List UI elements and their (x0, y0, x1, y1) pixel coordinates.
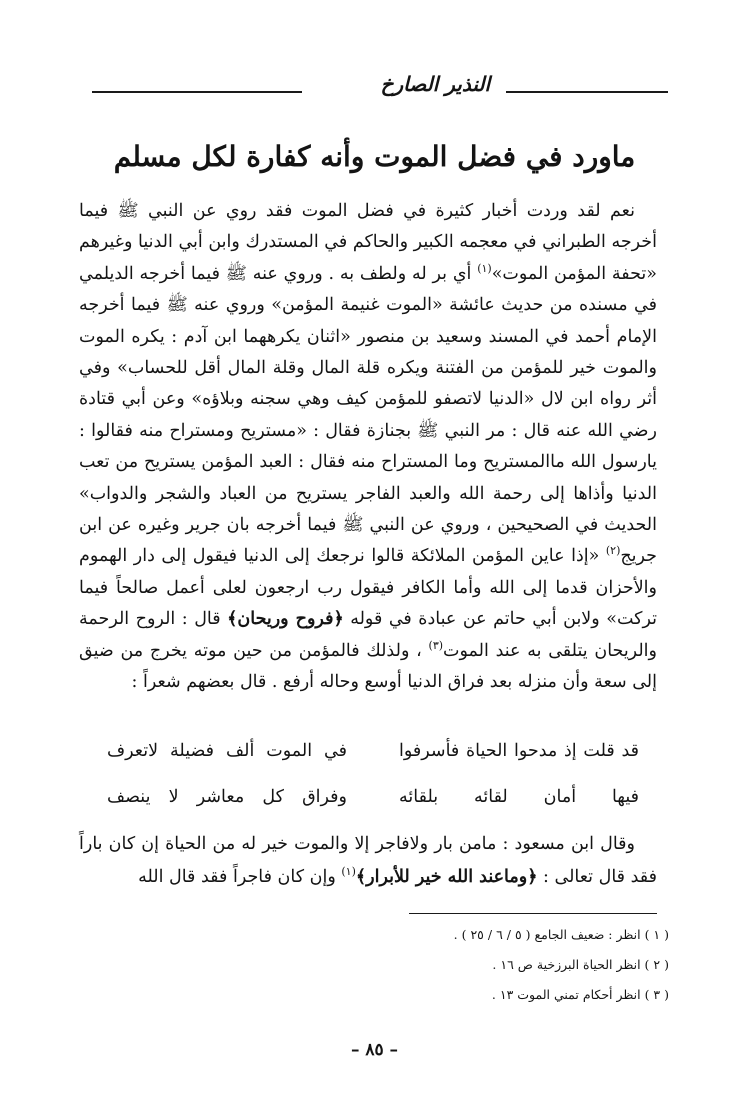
poem-hemistich-right: فيها أمان لقائه بلقائه (399, 787, 639, 807)
header-rule-right (506, 91, 668, 93)
text-run: نعم لقد وردت أخبار كثيرة في فضل الموت فقد روي عن النبي ﷺ فيما أخرجه الطبراني في معجمه الكبير والحاكم في المستدرك وابن أبي الدنيا وغيرهم «تحفة المؤمن الموت» (79, 201, 657, 284)
paragraph (79, 196, 657, 699)
footnote-marker: (٣) (428, 638, 444, 652)
poem-line (107, 736, 639, 782)
closing-text (79, 828, 657, 894)
text-run: قال : الروح الرحمة والريحان يتلقى به عند الموت (79, 609, 657, 661)
poem (107, 736, 639, 828)
poem-hemistich-right: قد قلت إذ مدحوا الحياة فأسرفوا (399, 741, 639, 761)
body-text (79, 196, 657, 699)
text-run: أي بر له ولطف به . وروي عنه ﷺ فيما أخرجه الديلمي في مسنده من حديث عائشة «الموت غنيمة المؤمن» وروي عنه ﷺ فيما أخرجه الإمام أحمد في المسند وسعيد بن منصور «اثنان يكرههما ابن آدم : يكره الموت والموت خير للمؤمن من الفتنة ويكره قلة المال وقلة المال أقل للحساب» وفي أثر رواه ابن لال «الدنيا لاتصفو للمؤمن كيف وهي سجنه وبلاؤه» وعن أبي قتادة رضي الله عنه قال : مر النبي ﷺ بجنازة فقال : «مستريح ومستراح منه فقالوا : يارسول الله ماالمستريح وما المستراح منه فقال : العبد المؤمن يستريح من تعب الدنيا وأذاها إلى رحمة الله والعبد الفاجر يستريح من العباد والشجر والدواب» الحديث في الصحيحين ، وروي عن النبي ﷺ فيما أخرجه بان جرير وغيره عن ابن جريج (79, 263, 657, 567)
text-run: ، ولذلك فالمؤمن من حين موته يخرج من ضيق إلى سعة وأن منزله بعد فراق الدنيا أوسع وحاله أرفع . قال بعضهم شعراً : (79, 640, 657, 693)
paragraph (79, 828, 657, 894)
footnote-marker: (١) (477, 261, 492, 275)
footnote-2: ( ٢ ) انظر الحياة البرزخية ص ١٦ . (492, 957, 669, 972)
running-header (92, 72, 668, 100)
text-run: وقال ابن مسعود : مامن بار ولافاجر إلا والموت خير له من الحياة إن كان باراً فقد قال تعالى : (79, 834, 657, 887)
running-title: النذير الصارخ (380, 72, 490, 96)
text-run: «إذا عاين المؤمن الملائكة قالوا نرجعك إلى الدنيا فيقول إلى دار الهموم والأحزان قدما إلى الله وأما الكافر فيقول رب ارجعون لعلى أعمل صالحاً فيما تركت» ولابن أبي حاتم عن عبادة في قوله (79, 546, 658, 630)
poem-hemistich-left: في الموت ألف فضيلة لاتعرف (107, 741, 347, 761)
page-number: – ٨٥ – (350, 1040, 399, 1060)
footnote-marker: (٢) (605, 544, 621, 558)
footnote-divider (409, 913, 657, 914)
quran-verse: ﴿وماعند الله خير للأبرار﴾ (355, 867, 538, 887)
text-run: وإن كان فاجراً فقد قال الله (138, 867, 342, 887)
chapter-title: ماورد في فضل الموت وأنه كفارة لكل مسلم (113, 140, 636, 173)
quran-verse: ﴿فروح وريحان﴾ (227, 609, 344, 630)
footnote-3: ( ٣ ) انظر أحكام تمني الموت ١٣ . (491, 987, 669, 1002)
poem-line (107, 782, 639, 828)
poem-hemistich-left: وفراق كل معاشر لا ينصف (107, 787, 347, 807)
header-rule-left (92, 91, 302, 93)
footnote-1: ( ١ ) انظر : ضعيف الجامع ( ٥ / ٦ / ٢٥ ) . (453, 927, 669, 942)
footnotes (109, 920, 669, 1010)
footnote-marker: (١) (341, 865, 356, 879)
